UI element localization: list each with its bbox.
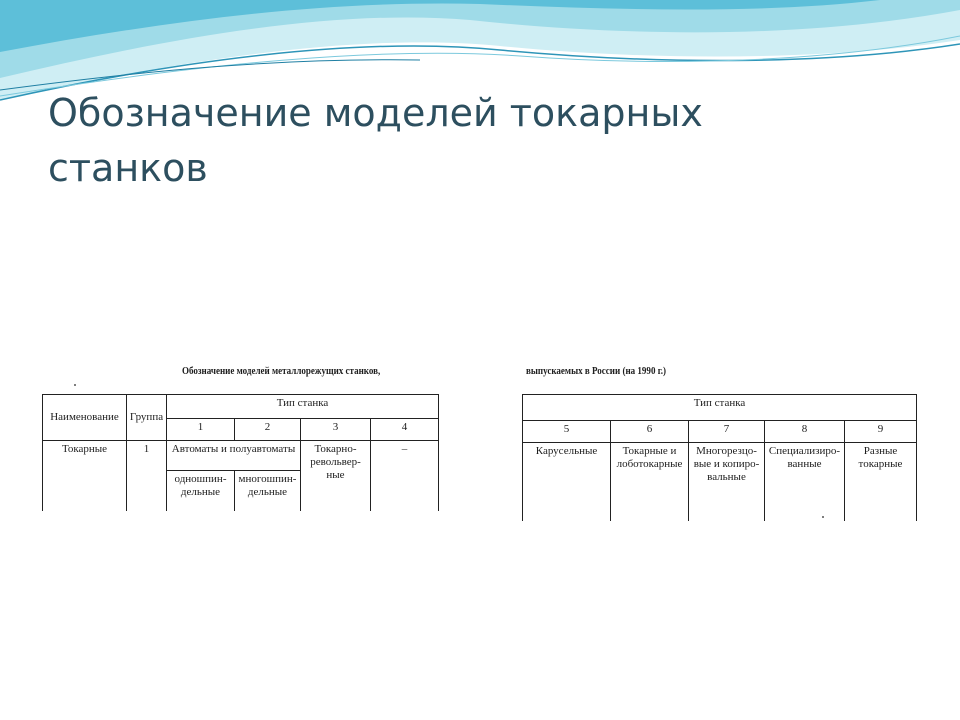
header-group: Группа xyxy=(127,395,167,441)
type-number-8: 8 xyxy=(765,421,845,443)
type7-multi-cutter: Многорезцо-вые и копиро-вальные xyxy=(689,443,765,521)
type-number-1: 1 xyxy=(167,419,235,441)
row-group-value: 1 xyxy=(127,441,167,511)
header-machine-type: Тип станка xyxy=(167,395,439,419)
type-number-7: 7 xyxy=(689,421,765,443)
type-number-4: 4 xyxy=(371,419,439,441)
type-number-3: 3 xyxy=(301,419,371,441)
type-number-9: 9 xyxy=(845,421,917,443)
type-number-6: 6 xyxy=(611,421,689,443)
type3-turret: Токарно-револьвер-ные xyxy=(301,441,371,511)
header-name: Наименование xyxy=(43,395,127,441)
slide-title: Обозначение моделей токарных станков xyxy=(48,91,703,190)
models-table-left xyxy=(42,394,439,511)
type6-face-lathes: Токарные и лоботокарные xyxy=(611,443,689,521)
type5-vertical-lathes: Карусельные xyxy=(523,443,611,521)
type2-multi-spindle: многошпин-дельные xyxy=(235,471,301,511)
row-name-lathes: Токарные xyxy=(43,441,127,511)
table-scan-right xyxy=(520,358,918,526)
table-scan-left xyxy=(42,358,442,526)
models-table-right xyxy=(522,394,917,521)
type1-single-spindle: одношпин-дельные xyxy=(167,471,235,511)
type-number-5: 5 xyxy=(523,421,611,443)
header-machine-type-right: Тип станка xyxy=(523,395,917,421)
table-caption-left: Обозначение моделей металлорежущих станков, xyxy=(182,365,381,377)
type9-various: Разные токарные xyxy=(845,443,917,521)
type8-specialized: Специализиро-ванные xyxy=(765,443,845,521)
type-number-2: 2 xyxy=(235,419,301,441)
table-caption-right: выпускаемых в России (на 1990 г.) xyxy=(526,365,667,377)
type4-dash: – xyxy=(371,441,439,511)
automats-header: Автоматы и полуавтоматы xyxy=(167,441,301,471)
